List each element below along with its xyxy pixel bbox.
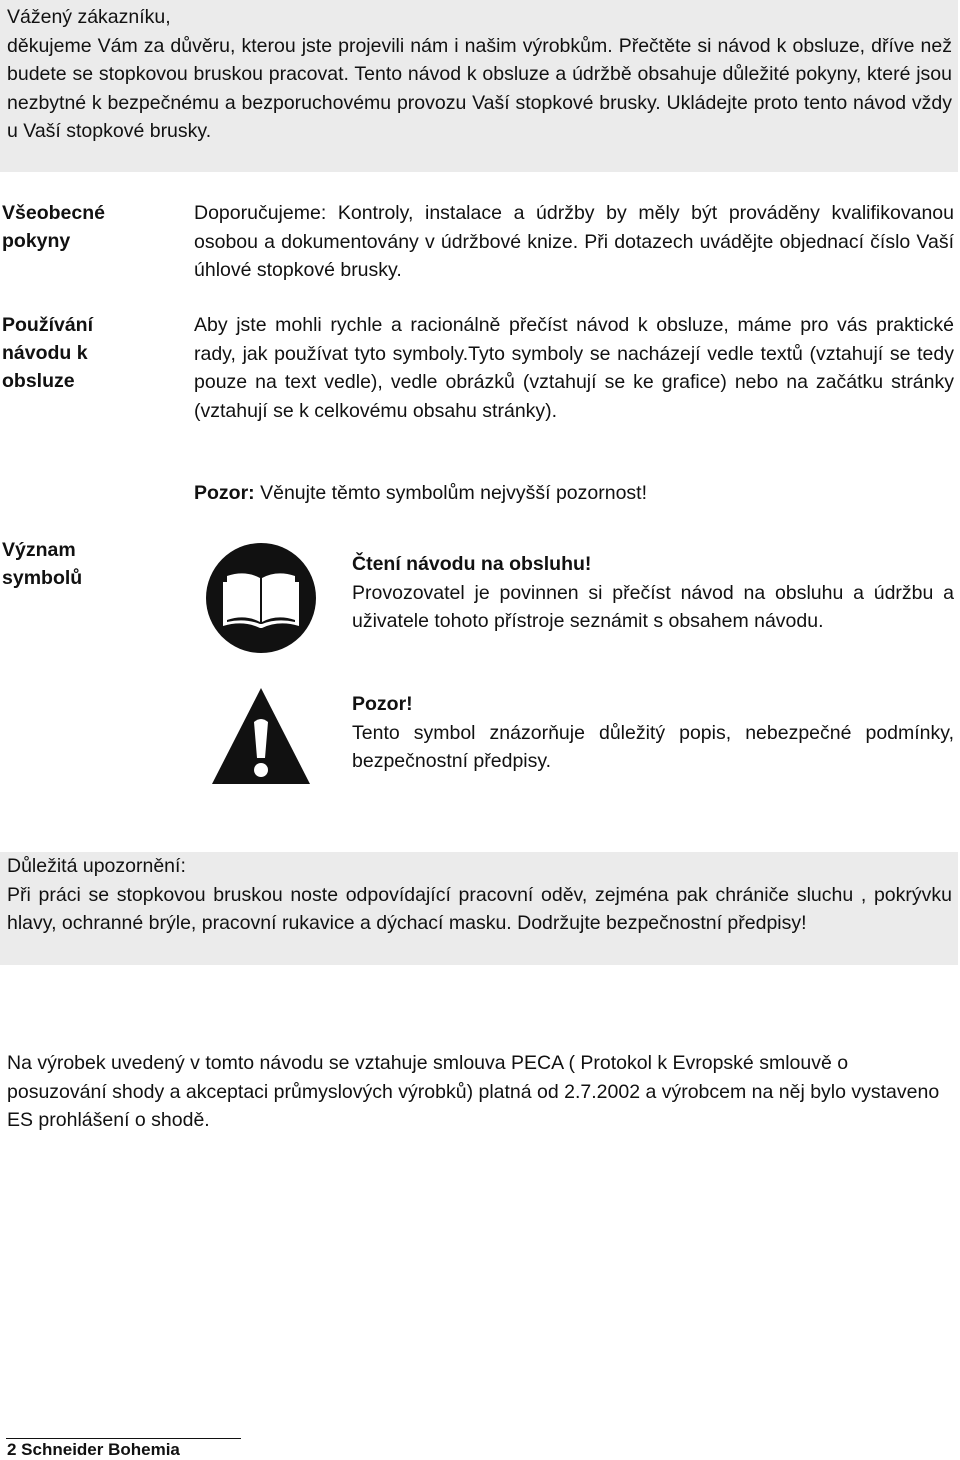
general-label <box>2 199 105 255</box>
read-symbol-text <box>352 550 954 636</box>
usage-text: Aby jste mohli rychle a racionálně přečíst návod k obsluze, máme pro vás praktické rady, jak používat tyto symboly.Tyto symboly se nacházejí vedle textů (vztahují se tedy pouze na text vedle), vedle obrázků (vztahují se ke grafice) nebo na začátku stránky (vztahují se k celkovému obsahu stránky). <box>194 314 954 422</box>
caution-symbol-title: Pozor! <box>352 693 413 715</box>
intro-body: děkujeme Vám za důvěru, kterou jste projevili nám i našim výrobkům. Přečtěte si návod k obsluze, dříve než budete se stopkovou bruskou pracovat. Tento návod k obsluze a údržbě obsahuje důležité pokyny, které jsou nezbytné k bezpečnému a bezporuchovému provozu Vaší stopkové brusky. Ukládejte proto tento návod vždy u Vaší stopkové brusky. <box>7 34 952 142</box>
general-text-block <box>194 199 954 285</box>
general-label-line1: Všeobecné <box>2 202 105 224</box>
intro-box <box>0 0 958 172</box>
notice-heading: Důležitá upozornění: <box>7 855 186 877</box>
usage-text-block <box>194 311 954 425</box>
symbols-label-line1: Význam <box>2 539 76 561</box>
usage-warning <box>194 479 954 508</box>
usage-label-line1: Používání <box>2 314 94 336</box>
caution-symbol-text <box>352 690 954 776</box>
intro-greeting: Vážený zákazníku, <box>7 6 171 28</box>
read-symbol-desc: Provozovatel je povinnen si přečíst návod na obsluhu a údržbu a uživatele tohoto přístroje seznámit s obsahem návodu. <box>352 581 954 632</box>
peca-paragraph-block <box>7 1049 947 1135</box>
warning-triangle-icon <box>210 686 312 786</box>
general-text: Doporučujeme: Kontroly, instalace a údržby by měly být prováděny kvalifikovanou osobou a dokumentovány v údržbové knize. Při dotazech uvádějte objednací číslo Vaší úhlové stopkové brusky. <box>194 202 954 281</box>
symbols-label-line2: symbolů <box>2 567 83 589</box>
book-icon <box>205 542 317 654</box>
usage-warning-text: Věnujte těmto symbolům nejvyšší pozornost! <box>254 482 648 504</box>
general-label-line2: pokyny <box>2 230 71 252</box>
usage-label-line3: obsluze <box>2 370 75 392</box>
footer-rule <box>6 1438 241 1439</box>
usage-label <box>2 311 93 395</box>
read-symbol-title: Čtení návodu na obsluhu! <box>352 553 592 575</box>
footer-text: 2 Schneider Bohemia <box>7 1440 180 1459</box>
caution-symbol-desc: Tento symbol znázorňuje důležitý popis, nebezpečné podmínky, bezpečnostní předpisy. <box>352 721 954 772</box>
notice-box <box>0 852 958 965</box>
peca-text: Na výrobek uvedený v tomto návodu se vztahuje smlouva PECA ( Protokol k Evropské smlouvě o posuzování shody a akceptaci průmyslových výrobků) platná od 2.7.2002 a výrobcem na něj bylo vystaveno ES prohlášení o shodě. <box>7 1052 940 1131</box>
symbols-label <box>2 536 82 592</box>
usage-label-line2: návodu k <box>2 342 88 364</box>
notice-text: Při práci se stopkovou bruskou noste odpovídající pracovní oděv, zejména pak chrániče sluchu , pokrývku hlavy, ochranné brýle, pracovní rukavice a dýchací masku. Dodržujte bezpečnostní předpisy! <box>7 883 952 934</box>
usage-warning-bold: Pozor: <box>194 482 255 504</box>
